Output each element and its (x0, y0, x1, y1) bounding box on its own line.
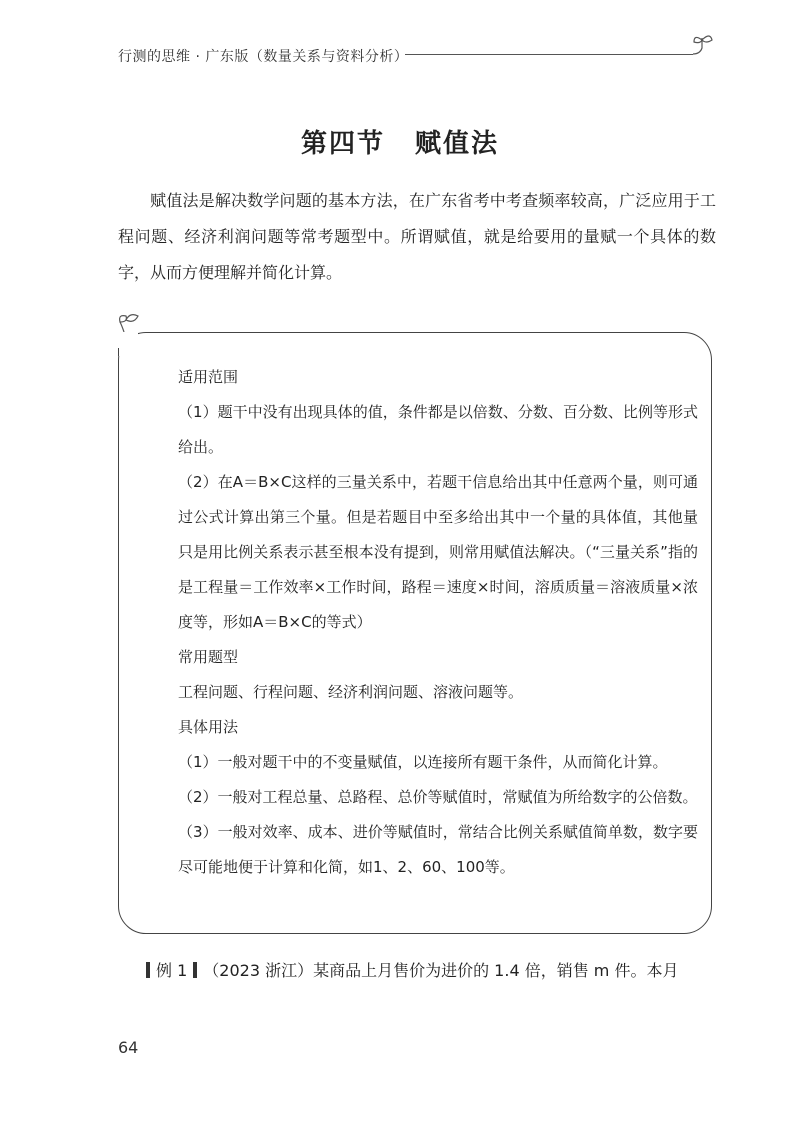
section-title (0, 123, 800, 160)
example-1 (146, 958, 678, 981)
example-label: 例 1 (156, 961, 188, 980)
scope-item-1: （1）题干中没有出现具体的值，条件都是以倍数、分数、百分数、比例等形式给出。 (178, 403, 698, 456)
example-bar-right (193, 962, 197, 978)
page-number: 64 (118, 1038, 139, 1057)
sprout-icon (690, 30, 716, 56)
box-content (148, 360, 698, 885)
example-text: （2023 浙江）某商品上月售价为进价的 1.4 倍，销售 m 件。本月 (203, 961, 679, 980)
sprout-icon (116, 310, 142, 332)
scope-item-2: （2）在A＝B×C这样的三量关系中，若题干信息给出其中任意两个量，则可通过公式计算出第三个量。但是若题目中至多给出其中一个量的具体值，其他量只是用比例关系表示甚至根本没有提到，则常用赋值法解决。（“三量关系”指的是工程量＝工作效率×工作时间，路程＝速度×时间，溶质质量＝溶液质量×浓度等，形如A＝B×C的等式） (178, 473, 698, 631)
scope-heading: 适用范围 (178, 368, 239, 386)
section-number: 第四节 (300, 129, 385, 159)
usage-item-2: （2）一般对工程总量、总路程、总价等赋值时，常赋值为所给数字的公倍数。 (178, 788, 698, 806)
intro-paragraph (118, 183, 716, 291)
section-name: 赋值法 (415, 129, 500, 159)
header-rule (405, 54, 693, 55)
example-bar-left (146, 962, 150, 978)
usage-item-1: （1）一般对题干中的不变量赋值，以连接所有题干条件，从而简化计算。 (178, 753, 668, 771)
usage-heading: 具体用法 (178, 718, 239, 736)
types-heading: 常用题型 (178, 648, 239, 666)
usage-item-3: （3）一般对效率、成本、进价等赋值时，常结合比例关系赋值简单数，数字要尽可能地便于计算和化简，如1、2、60、100等。 (178, 823, 698, 876)
running-header: 行测的思维 · 广东版（数量关系与资料分析） (118, 49, 409, 65)
types-text: 工程问题、行程问题、经济利润问题、溶液问题等。 (178, 683, 524, 701)
intro-text: 赋值法是解决数学问题的基本方法，在广东省考中考查频率较高，广泛应用于工程问题、经济利润问题等常考题型中。所谓赋值，就是给要用的量赋一个具体的数字，从而方便理解并简化计算。 (118, 191, 716, 282)
box-left-stub (118, 348, 119, 356)
